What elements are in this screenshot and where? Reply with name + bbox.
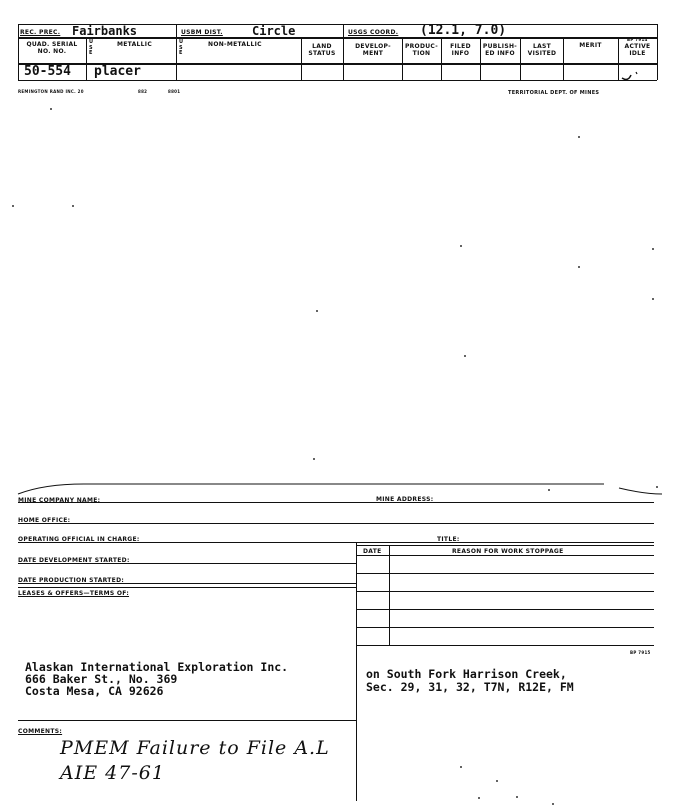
top-footer-code-2: 8801: [168, 89, 181, 94]
location-line-1: on South Fork Harrison Creek,: [366, 667, 567, 681]
use-nonmetallic-header: U S E: [179, 39, 184, 56]
scan-speck: [464, 355, 466, 357]
last-visited-header: LAST VISITED: [527, 43, 557, 57]
usbm-dist-label: USBM DIST.: [181, 29, 223, 36]
company-city: Costa Mesa, CA 92626: [25, 684, 164, 698]
scan-speck: [460, 245, 462, 247]
scan-speck: [652, 298, 654, 300]
mine-company-label: MINE COMPANY NAME:: [18, 497, 101, 504]
operating-official-label: OPERATING OFFICIAL IN CHARGE:: [18, 536, 140, 543]
scan-speck: [12, 205, 14, 207]
leases-offers-label: LEASES & OFFERS—TERMS OF:: [18, 590, 130, 597]
filed-info-header: FILED INFO: [450, 43, 471, 57]
location-line-2: Sec. 29, 31, 32, T7N, R12E, FM: [366, 680, 574, 694]
handwritten-comment-1: PMEM Failure to File A.L: [60, 737, 330, 759]
production-header: PRODUC-TION: [404, 43, 439, 57]
scan-speck: [316, 310, 318, 312]
handwritten-comment-2: AIE 47-61: [60, 762, 165, 784]
nonmetallic-header: NON-METALLIC: [208, 41, 262, 48]
top-footer-code-1: 882: [138, 89, 148, 94]
checkmark-icon: [618, 64, 642, 84]
company-address-block: [25, 661, 288, 697]
development-header: DEVELOP-MENT: [355, 43, 391, 57]
scan-speck: [578, 266, 580, 268]
scan-speck: [548, 489, 550, 491]
quad-serial-value: 50-554: [24, 64, 71, 79]
scan-speck: [460, 766, 462, 768]
company-name: Alaskan International Exploration Inc.: [25, 660, 289, 674]
usgs-coord-label: USGS COORD.: [348, 29, 399, 36]
home-office-label: HOME OFFICE:: [18, 517, 71, 524]
land-status-header: LAND STATUS: [308, 43, 336, 57]
scan-speck: [516, 796, 518, 798]
bottom-form-code: BP 7915: [630, 650, 651, 655]
usgs-coord-value: (12.1, 7.0): [420, 23, 507, 38]
scan-speck: [50, 108, 52, 110]
published-info-header: PUBLISH-ED INFO: [482, 43, 518, 57]
scan-speck: [656, 486, 658, 488]
quad-serial-header: QUAD. SERIAL NO. NO.: [26, 41, 78, 55]
mine-address-label: MINE ADDRESS:: [376, 496, 434, 503]
date-production-label: DATE PRODUCTION STARTED:: [18, 577, 125, 584]
scan-speck: [313, 458, 315, 460]
top-form-code: BP 7914: [627, 37, 648, 42]
top-footer-right: TERRITORIAL DEPT. OF MINES: [508, 90, 600, 96]
scan-speck: [578, 136, 580, 138]
card-top-edge: [14, 480, 664, 500]
comments-label: COMMENTS:: [18, 728, 63, 735]
scan-speck: [552, 803, 554, 805]
usbm-dist-value: Circle: [252, 24, 296, 38]
reason-column-header: REASON FOR WORK STOPPAGE: [452, 548, 564, 555]
metallic-header: METALLIC: [117, 41, 153, 48]
use-metallic-header: U S E: [89, 39, 94, 56]
rec-prec-label: REC. PREC.: [20, 29, 61, 36]
merit-header: MERIT: [579, 42, 602, 49]
company-street: 666 Baker St., No. 369: [25, 672, 178, 686]
scan-speck: [652, 248, 654, 250]
top-footer-left: REMINGTON RAND INC. 20: [18, 89, 84, 94]
scan-speck: [478, 797, 480, 799]
scan-speck: [496, 780, 498, 782]
active-idle-header: ACTIVE IDLE: [624, 43, 651, 57]
date-development-label: DATE DEVELOPMENT STARTED:: [18, 557, 130, 564]
title-label: TITLE:: [437, 536, 460, 543]
mine-location-block: [366, 668, 574, 694]
metallic-value: placer: [94, 64, 141, 79]
scan-speck: [72, 205, 74, 207]
date-column-header: DATE: [363, 548, 382, 555]
rec-prec-value: Fairbanks: [72, 24, 138, 38]
